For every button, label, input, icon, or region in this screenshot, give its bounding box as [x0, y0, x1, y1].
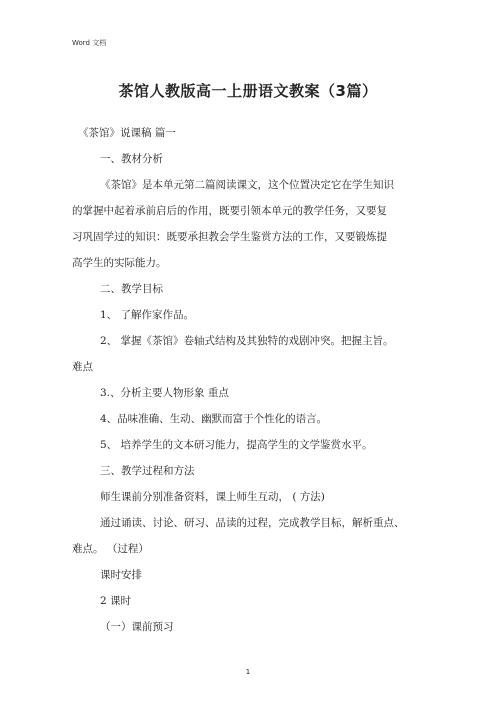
list-item: 3.、分析主要人物形象 重点 [100, 387, 229, 399]
section-heading: 《茶馆》说课稿 篇一 [78, 127, 176, 139]
list-item: 5、 培养学生的文本研习能力，提高学生的文学鉴赏水平。 [100, 439, 373, 451]
subsection-heading: （一）课前预习 [100, 621, 174, 633]
subsection-heading: 三、教学过程和方法 [100, 465, 195, 477]
subsection-heading: 课时安排 [100, 569, 142, 581]
paragraph-line: 难点。 （过程） [72, 543, 149, 555]
subsection-heading: 二、教学目标 [100, 283, 163, 295]
list-item-continuation: 难点 [72, 361, 93, 373]
list-item: 4、品味准确、生动、幽默而富于个性化的语言。 [100, 413, 328, 425]
paragraph-line: 习巩固学过的知识：既要承担教会学生鉴赏方法的工作，又要锻炼提 [72, 231, 387, 243]
page-header: Word 文档 [72, 39, 107, 47]
page-number: 1 [245, 668, 251, 676]
paragraph-line: 师生课前分别准备资料，课上师生互动， ( 方法) [100, 491, 325, 503]
paragraph-line: 的掌握中起着承前启后的作用，既要引领本单元的教学任务，又要复 [72, 205, 387, 217]
document-title: 茶馆人教版高一上册语文教案（3篇） [118, 82, 378, 100]
list-item: 1、 了解作家作品。 [100, 309, 195, 321]
paragraph-line: 2 课时 [100, 595, 132, 607]
subsection-heading: 一、教材分析 [100, 153, 163, 165]
list-item: 2、 掌握《茶馆》卷轴式结构及其独特的戏剧冲突。把握主旨。 [100, 335, 394, 347]
paragraph-line: 通过诵读、讨论、研习、品读的过程，完成教学目标，解析重点、 [100, 517, 405, 529]
paragraph-line: 高学生的实际能力。 [72, 257, 167, 269]
paragraph-line: 《茶馆》是本单元第二篇阅读课文，这个位置决定它在学生知识 [100, 179, 394, 191]
